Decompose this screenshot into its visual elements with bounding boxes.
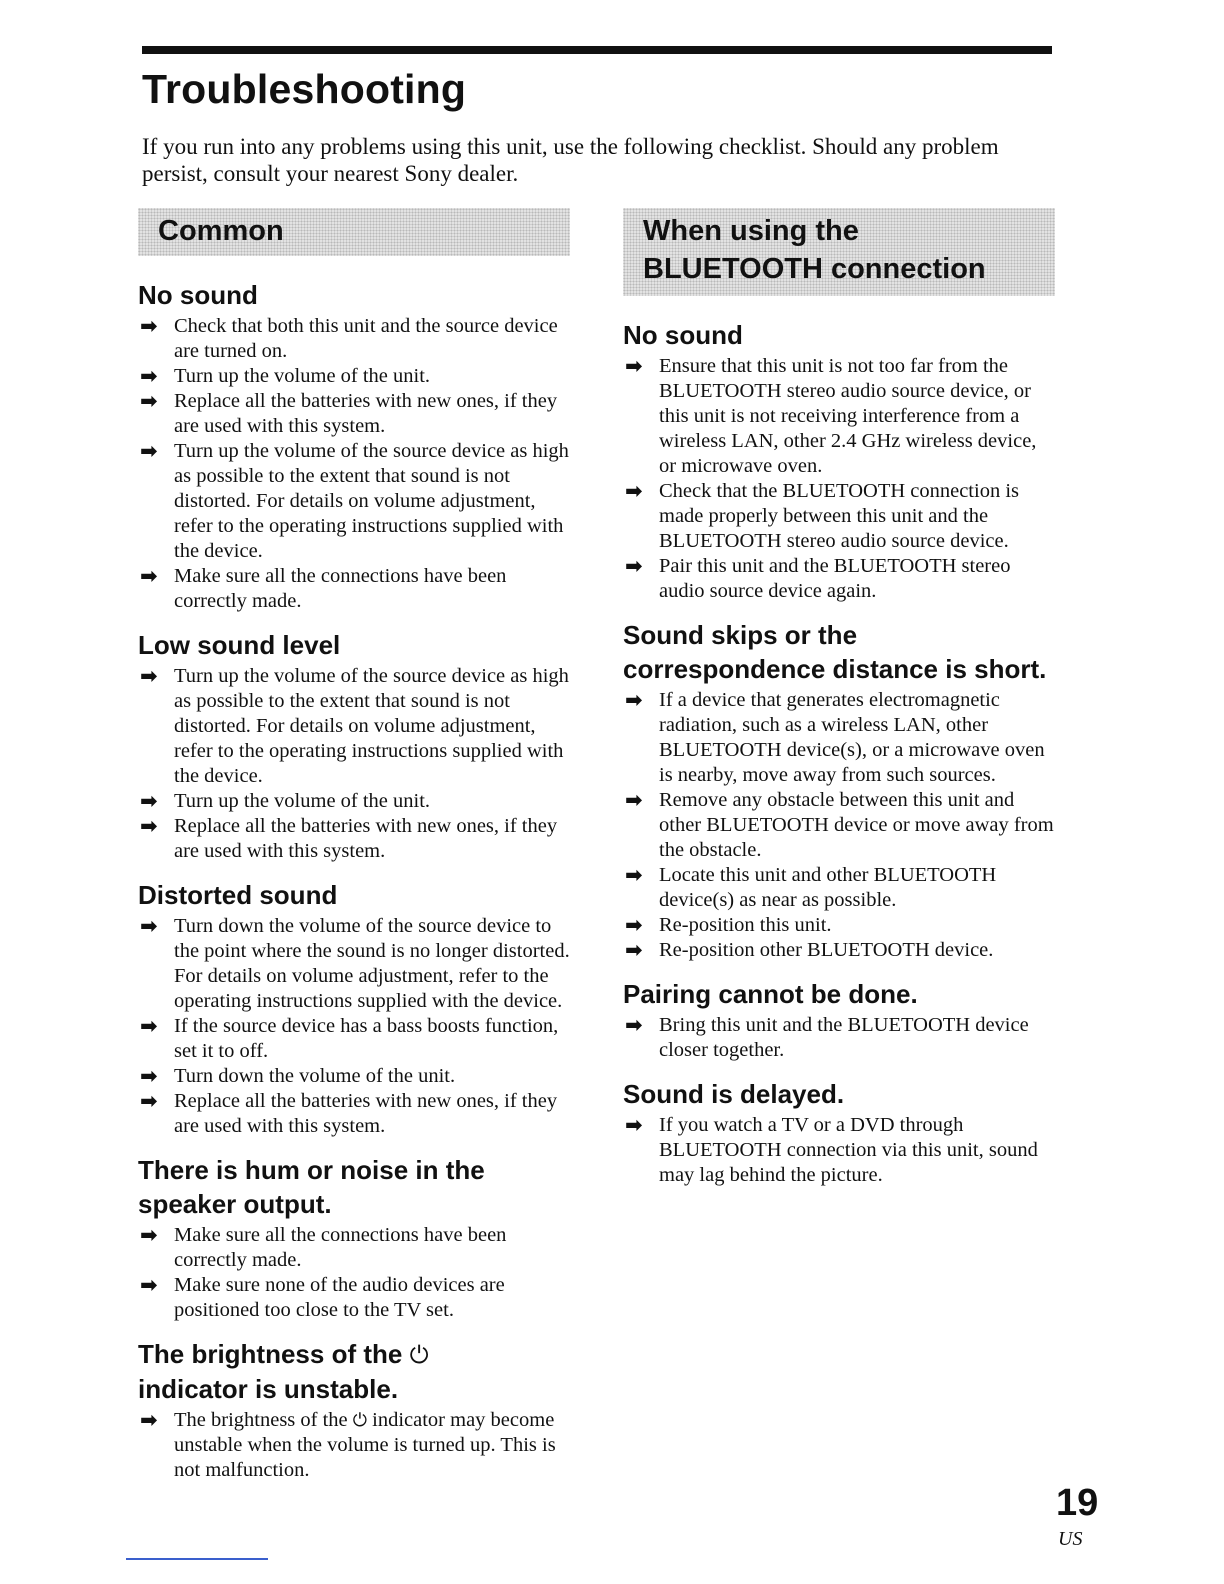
list-item: ➡ Turn up the volume of the source device as high as possible to the extent that sound is not distorted. For details on volume adjustment, refer to the operating instructions supplied with the device. xyxy=(140,664,569,787)
item-list xyxy=(623,1113,1055,1188)
arrow-right-icon: ➡ xyxy=(140,814,158,838)
item-list xyxy=(623,354,1055,604)
list-item: ➡ Make sure none of the audio devices are positioned too close to the TV set. xyxy=(140,1273,505,1321)
arrow-right-icon: ➡ xyxy=(625,913,643,937)
list-item: ➡ Bring this unit and the BLUETOOTH device closer together. xyxy=(625,1013,1029,1061)
list-item: ➡ Re-position this unit. xyxy=(625,913,832,937)
banner-bluetooth-line1: When using the xyxy=(643,215,859,247)
right-column xyxy=(623,208,1055,1202)
list-item: ➡ Make sure all the connections have been correctly made. xyxy=(140,564,507,612)
arrow-right-icon: ➡ xyxy=(140,314,158,338)
arrow-right-icon: ➡ xyxy=(140,1089,158,1113)
list-item: ➡ Make sure all the connections have been correctly made. xyxy=(140,1223,507,1271)
list-item: ➡ Check that both this unit and the source device are turned on. xyxy=(140,314,558,362)
arrow-right-icon: ➡ xyxy=(140,364,158,388)
section-hum-noise xyxy=(138,1153,570,1323)
left-column xyxy=(138,208,570,1497)
arrow-right-icon: ➡ xyxy=(140,914,158,938)
section-heading: Low sound level xyxy=(138,630,341,660)
list-item: ➡ Replace all the batteries with new ones, if they are used with this system. xyxy=(140,1089,558,1137)
list-item: ➡ Ensure that this unit is not too far from the BLUETOOTH stereo audio source device, or this unit is not receiving interference from a wireless LAN, other 2.4 GHz wireless device, or microwave oven. xyxy=(625,354,1037,477)
section-heading: Distorted sound xyxy=(138,880,338,910)
list-item: ➡ Pair this unit and the BLUETOOTH stereo audio source device again. xyxy=(625,554,1011,602)
arrow-right-icon: ➡ xyxy=(140,1014,158,1038)
arrow-right-icon: ➡ xyxy=(625,688,643,712)
arrow-right-icon: ➡ xyxy=(625,788,643,812)
list-item: ➡ Re-position other BLUETOOTH device. xyxy=(625,938,994,962)
footer-rule xyxy=(126,1558,268,1560)
power-icon: ⏻ xyxy=(352,1410,368,1431)
list-item: ➡ Replace all the batteries with new ones, if they are used with this system. xyxy=(140,814,558,862)
arrow-right-icon: ➡ xyxy=(625,1113,643,1137)
banner-bluetooth-line2: BLUETOOTH connection xyxy=(643,253,986,285)
arrow-right-icon: ➡ xyxy=(140,789,158,813)
item-list xyxy=(138,664,570,864)
item-list xyxy=(138,914,570,1139)
list-item: ➡ Turn down the volume of the source device to the point where the sound is no longer distorted. For details on volume adjustment, refer to the operating instructions supplied with the device. xyxy=(140,914,570,1012)
arrow-right-icon: ➡ xyxy=(140,664,158,688)
banner-common xyxy=(138,208,570,256)
arrow-right-icon: ➡ xyxy=(140,1223,158,1247)
arrow-right-icon: ➡ xyxy=(140,1408,158,1432)
arrow-right-icon: ➡ xyxy=(625,554,643,578)
power-icon: ⏻ xyxy=(409,1341,429,1369)
arrow-right-icon: ➡ xyxy=(140,439,158,463)
banner-bluetooth xyxy=(623,208,1055,296)
list-item: ➡ The brightness of the ⏻ indicator may become unstable when the volume is turned up. This is not malfunction. xyxy=(140,1408,556,1481)
list-item: ➡ Locate this unit and other BLUETOOTH device(s) as near as possible. xyxy=(625,863,997,911)
section-pairing xyxy=(623,977,1055,1063)
list-item: ➡ If you watch a TV or a DVD through BLUETOOTH connection via this unit, sound may lag behind the picture. xyxy=(625,1113,1038,1186)
page-number: 19 xyxy=(1056,1482,1099,1524)
arrow-right-icon: ➡ xyxy=(625,354,643,378)
section-sound-skips xyxy=(623,618,1055,963)
arrow-right-icon: ➡ xyxy=(625,479,643,503)
list-item: ➡ Check that the BLUETOOTH connection is made properly between this unit and the BLUETOOTH stereo audio source device. xyxy=(625,479,1020,552)
list-item: ➡ If a device that generates electromagnetic radiation, such as a wireless LAN, other BLUETOOTH device(s), or a microwave oven is nearby, move away from such sources. xyxy=(625,688,1045,786)
arrow-right-icon: ➡ xyxy=(140,1064,158,1088)
section-heading: No sound xyxy=(623,320,743,350)
arrow-right-icon: ➡ xyxy=(140,1273,158,1297)
item-list xyxy=(138,1408,570,1483)
item-list xyxy=(623,688,1055,963)
arrow-right-icon: ➡ xyxy=(140,389,158,413)
list-item: ➡ Turn up the volume of the unit. xyxy=(140,364,431,388)
section-distorted-sound xyxy=(138,878,570,1139)
arrow-right-icon: ➡ xyxy=(625,1013,643,1037)
top-rule xyxy=(142,46,1052,54)
list-item: ➡ Replace all the batteries with new ones, if they are used with this system. xyxy=(140,389,558,437)
list-item: ➡ Remove any obstacle between this unit and other BLUETOOTH device or move away from the obstacle. xyxy=(625,788,1054,861)
section-brightness-indicator xyxy=(138,1337,570,1483)
item-list xyxy=(138,314,570,614)
section-heading: Pairing cannot be done. xyxy=(623,979,918,1009)
banner-common-label: Common xyxy=(158,215,284,247)
section-sound-delayed xyxy=(623,1077,1055,1188)
section-no-sound-bluetooth xyxy=(623,318,1055,604)
section-low-sound-level xyxy=(138,628,570,864)
item-list xyxy=(623,1013,1055,1063)
list-item: ➡ Turn up the volume of the source device as high as possible to the extent that sound is not distorted. For details on volume adjustment, refer to the operating instructions supplied with the device. xyxy=(140,439,569,562)
section-no-sound-common xyxy=(138,278,570,614)
section-heading: The brightness of the ⏻ indicator is unstable. xyxy=(138,1339,429,1404)
section-heading: No sound xyxy=(138,280,258,310)
page-title: Troubleshooting xyxy=(142,66,467,112)
region-code: US xyxy=(1058,1528,1083,1550)
list-item: ➡ If the source device has a bass boosts function, set it to off. xyxy=(140,1014,559,1062)
list-item: ➡ Turn up the volume of the unit. xyxy=(140,789,431,813)
section-heading: Sound is delayed. xyxy=(623,1079,845,1109)
arrow-right-icon: ➡ xyxy=(625,938,643,962)
item-list xyxy=(138,1223,570,1323)
arrow-right-icon: ➡ xyxy=(625,863,643,887)
section-heading: There is hum or noise in the speaker output. xyxy=(138,1155,485,1219)
arrow-right-icon: ➡ xyxy=(140,564,158,588)
section-heading: Sound skips or the correspondence distance is short. xyxy=(623,620,1047,684)
intro-paragraph: If you run into any problems using this unit, use the following checklist. Should any problem persist, consult your nearest Sony dealer. xyxy=(142,134,999,186)
list-item: ➡ Turn down the volume of the unit. xyxy=(140,1064,456,1088)
